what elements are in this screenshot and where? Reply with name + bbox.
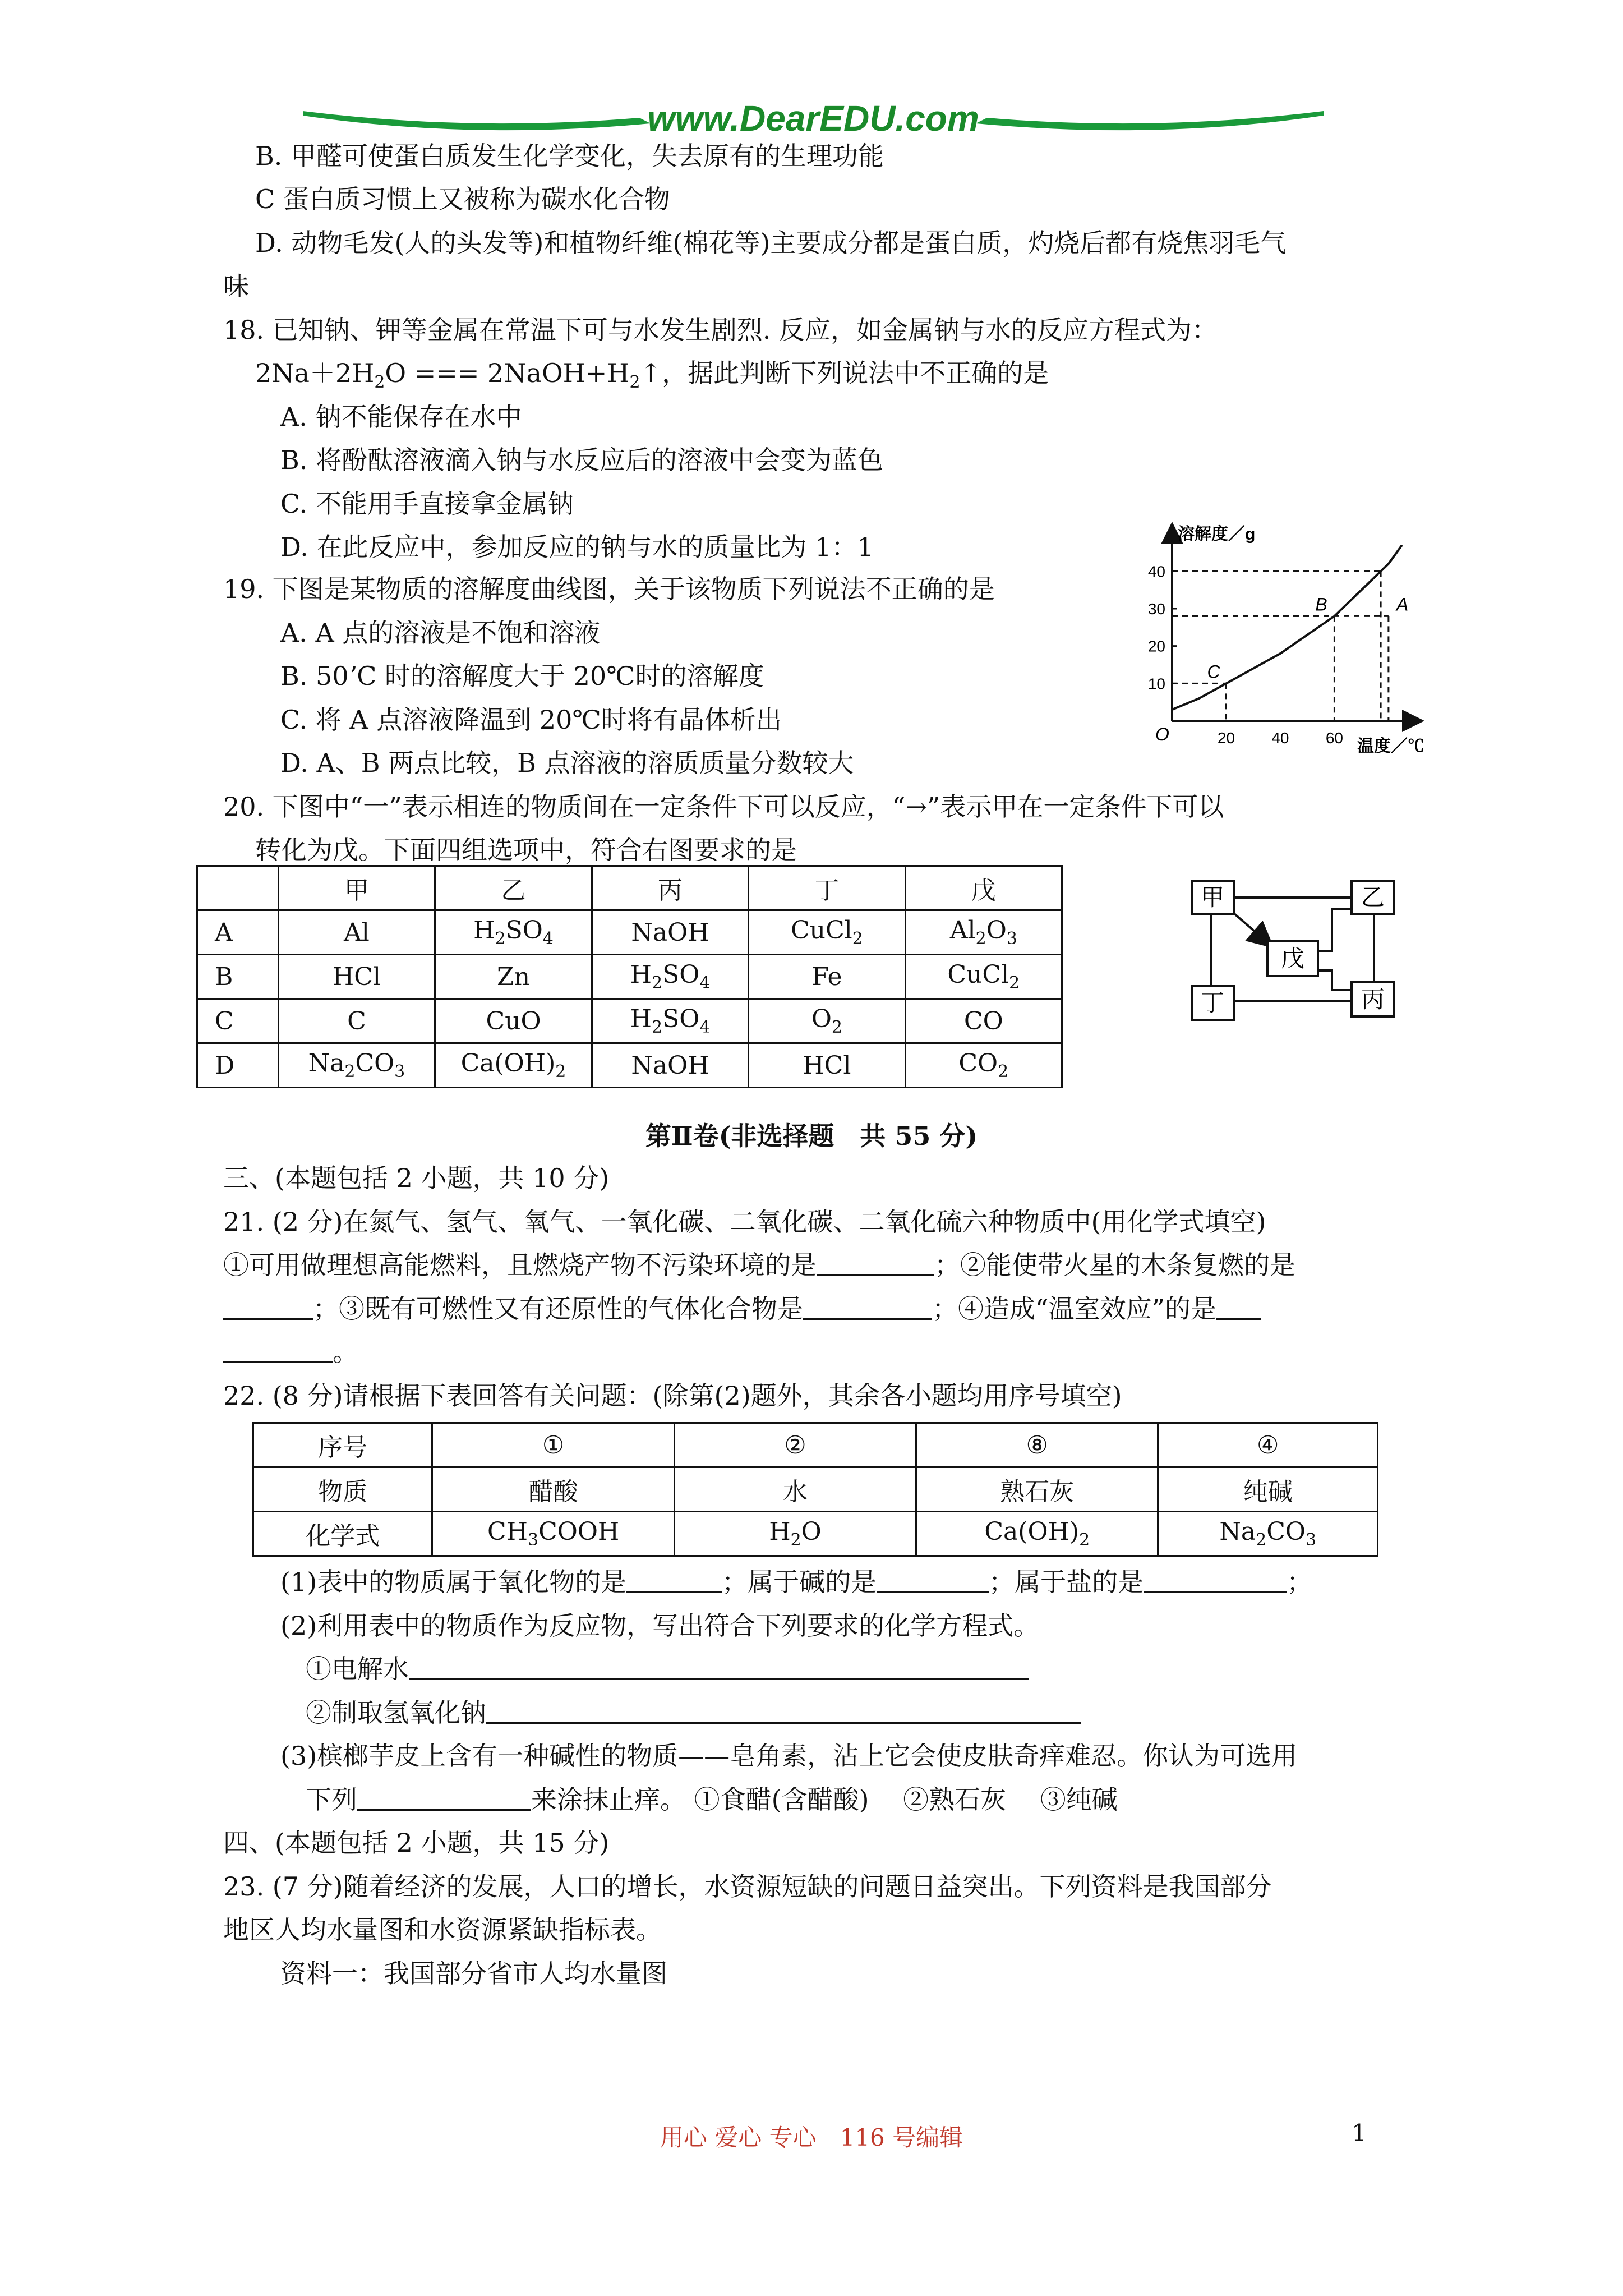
table-header-row — [197, 866, 1062, 910]
table-row — [253, 1467, 1378, 1512]
table-cell: $Al_2O_3$ — [905, 910, 1062, 955]
table-cell: HCl — [278, 955, 435, 999]
table-row — [253, 1512, 1378, 1556]
table-cell: 熟石灰 — [916, 1467, 1158, 1512]
answer-blank-4[interactable] — [1216, 1296, 1261, 1320]
table-cell: NaOH — [592, 1043, 748, 1088]
chart-x-label: 温度／℃ — [1357, 737, 1424, 756]
table-cell: 纯碱 — [1158, 1467, 1378, 1512]
q19-option-d: D. A、B 两点比较，B 点溶液的溶质质量分数较大 — [280, 748, 854, 778]
q20-options-table — [196, 865, 1063, 1088]
table-cell: ② — [674, 1423, 916, 1467]
q23-line1: 23. (7 分)随着经济的发展，人口的增长，水资源短缺的问题日益突出。下列资料是我国部分 — [223, 1871, 1272, 1902]
table-cell: ① — [432, 1423, 675, 1467]
q19-option-b: B. 50ʼC 时的溶解度大于 20℃时的溶解度 — [280, 661, 764, 691]
q17-option-b: B. 甲醛可使蛋白质发生化学变化，失去原有的生理功能 — [255, 141, 884, 171]
table-row — [197, 955, 1062, 999]
table-cell: Fe — [749, 955, 905, 999]
q18-option-a: A. 钠不能保存在水中 — [280, 402, 522, 432]
row-label: C — [197, 999, 279, 1043]
link-yi-wu — [1319, 909, 1352, 951]
table-cell: $H_2SO_4$ — [435, 910, 592, 955]
q23-line3: 资料一：我国部分省市人均水量图 — [280, 1958, 667, 1989]
q19-option-a: A. A 点的溶液是不饱和溶液 — [280, 618, 601, 648]
row-label: 序号 — [253, 1423, 432, 1467]
x-tick-label: 40 — [1271, 729, 1289, 747]
table-cell: CuO — [435, 999, 592, 1043]
row-label: 化学式 — [253, 1512, 432, 1556]
x-tick-label: 20 — [1217, 729, 1235, 747]
link-wu-bing — [1319, 970, 1352, 990]
q22-part2: (2)利用表中的物质作为反应物，写出符合下列要求的化学方程式。 — [280, 1611, 1040, 1641]
table-cell: $Na_2CO_3$ — [278, 1043, 435, 1088]
table-row — [197, 999, 1062, 1043]
q21-line2: ①可用做理想高能燃料，且燃烧产物不污染环境的是 ；②能使带火星的木条复燃的是 — [223, 1250, 1295, 1280]
table-header-cell: 丁 — [749, 866, 905, 910]
q17-option-c: C 蛋白质习惯上又被称为碳水化合物 — [255, 184, 670, 214]
table-cell: $H_2SO_4$ — [592, 999, 748, 1043]
table-cell: $Na_2CO_3$ — [1158, 1512, 1378, 1556]
table-cell: $CO_2$ — [905, 1043, 1062, 1088]
table-row — [253, 1423, 1378, 1467]
site-header-banner — [303, 98, 1324, 140]
table-header-cell: 戊 — [905, 866, 1062, 910]
q22-part1: (1)表中的物质属于氧化物的是 ；属于碱的是 ；属于盐的是 ； — [280, 1567, 1313, 1597]
row-label: B — [197, 955, 279, 999]
table-cell: $H_2O$ — [674, 1512, 916, 1556]
chart-ticks — [1148, 563, 1343, 747]
table-row — [197, 910, 1062, 955]
chart-origin-label: O — [1155, 724, 1169, 744]
answer-blank-4-cont[interactable] — [223, 1339, 333, 1363]
answer-blank-base[interactable] — [877, 1569, 989, 1593]
q21-line1: 21. (2 分)在氮气、氢气、氧气、一氧化碳、二氧化碳、二氧化硫六种物质中(用化学式填空) — [223, 1207, 1266, 1237]
q20-relation-diagram — [1189, 875, 1408, 1038]
q21-line3: ；③既有可燃性又有还原性的气体化合物是 ；④造成“温室效应”的是 — [223, 1292, 1261, 1326]
table-header-cell: 甲 — [278, 866, 435, 910]
row-label: 物质 — [253, 1467, 432, 1512]
table-cell: HCl — [749, 1043, 905, 1088]
q19-option-c: C. 将 A 点溶液降温到 20℃时将有晶体析出 — [280, 705, 782, 735]
label-yi: 乙 — [1361, 884, 1385, 910]
q18-equation: $2Na+2H_2O$ === $2NaOH+H_2↑$，据此判断下列说法中不正确的是 — [255, 358, 1049, 392]
table-cell: $O_2$ — [749, 999, 905, 1043]
q22-part3-line1: (3)槟榔芋皮上含有一种碱性的物质——皂角素，沾上它会使皮肤奇痒难忍。你认为可选用 — [280, 1741, 1298, 1771]
part-4-heading: 四、(本题包括 2 小题，共 15 分) — [223, 1828, 610, 1858]
point-label-a: A — [1396, 594, 1409, 615]
q18-option-b: B. 将酚酞溶液滴入钠与水反应后的溶液中会变为蓝色 — [280, 445, 884, 475]
q21-line4: 。 — [223, 1335, 358, 1369]
q18-stem: 18. 已知钠、钾等金属在常温下可与水发生剧烈. 反应，如金属钠与水的反应方程式为： — [223, 315, 1218, 345]
q20-stem-line2: 转化为戊。下面四组选项中，符合右图要求的是 — [255, 835, 797, 865]
chart-y-label: 溶解度／g — [1178, 525, 1256, 544]
page-number: 1 — [1352, 2119, 1367, 2147]
table-cell: ⑧ — [916, 1423, 1158, 1467]
answer-blank-2[interactable] — [223, 1296, 313, 1320]
answer-blank-oxide[interactable] — [626, 1569, 722, 1593]
x-tick-label: 60 — [1325, 729, 1343, 747]
q22-part3-line2: 下列 来涂抹止痒。 ①食醋(含醋酸) ②熟石灰 ③纯碱 — [306, 1784, 1118, 1815]
q23-line2: 地区人均水量图和水资源紧缺指标表。 — [223, 1915, 662, 1945]
point-label-b: B — [1315, 594, 1327, 615]
table-cell: 水 — [674, 1467, 916, 1512]
label-bing: 丙 — [1361, 986, 1385, 1013]
q20-stem-line1: 20. 下图中“一”表示相连的物质间在一定条件下可以反应，“→”表示甲在一定条件下可以 — [223, 792, 1224, 822]
label-ding: 丁 — [1200, 990, 1225, 1016]
header-site-url: www.DearEDU.com — [647, 98, 979, 139]
part-3-heading: 三、(本题包括 2 小题，共 10 分) — [223, 1163, 610, 1193]
table-cell: $H_2SO_4$ — [592, 955, 748, 999]
label-jia: 甲 — [1200, 884, 1225, 910]
row-label: D — [197, 1043, 279, 1088]
section-2-title: 第Ⅱ卷(非选择题 共 55 分) — [645, 1121, 978, 1151]
q22-part2-item2: ②制取氢氧化钠 — [306, 1696, 1081, 1729]
table-cell: Zn — [435, 955, 592, 999]
answer-line-naoh[interactable] — [486, 1700, 1081, 1724]
row-label: A — [197, 910, 279, 955]
chart-points — [1207, 594, 1408, 682]
y-tick-label: 20 — [1147, 637, 1165, 655]
footer-editor-note: 用心 爱心 专心 116 号编辑 — [660, 2124, 963, 2151]
table-cell: CO — [905, 999, 1062, 1043]
table-cell: CuCl$_2$ — [905, 955, 1062, 999]
solubility-curve-chart — [1122, 516, 1436, 763]
q22-stem: 22. (8 分)请根据下表回答有关问题：(除第(2)题外，其余各小题均用序号填空) — [223, 1381, 1122, 1411]
table-cell: $CH_3COOH$ — [432, 1512, 675, 1556]
q17-option-d-line1: D. 动物毛发(人的头发等)和植物纤维(棉花等)主要成分都是蛋白质，灼烧后都有烧焦羽毛气 — [255, 228, 1287, 258]
table-header-cell — [197, 866, 279, 910]
y-tick-label: 40 — [1147, 563, 1165, 581]
q22-substance-table — [252, 1422, 1378, 1557]
answer-blank-1[interactable] — [817, 1252, 934, 1276]
table-cell: CuCl$_2$ — [749, 910, 905, 955]
y-tick-label: 10 — [1147, 675, 1165, 693]
answer-blank-salt[interactable] — [1144, 1569, 1287, 1593]
table-header-cell: 乙 — [435, 866, 592, 910]
table-cell: 醋酸 — [432, 1467, 675, 1512]
table-cell: ④ — [1158, 1423, 1378, 1467]
table-cell: Al — [278, 910, 435, 955]
answer-line-electrolysis[interactable] — [409, 1656, 1029, 1680]
table-cell: C — [278, 999, 435, 1043]
q18-option-c: C. 不能用手直接拿金属钠 — [280, 489, 574, 519]
table-row — [197, 1043, 1062, 1088]
y-tick-label: 30 — [1147, 600, 1165, 618]
q17-option-d-line2: 味 — [223, 271, 249, 301]
table-cell: $Ca(OH)_2$ — [916, 1512, 1158, 1556]
q18-option-d: D. 在此反应中，参加反应的钠与水的质量比为 1：1 — [280, 532, 874, 562]
q22-part2-item1: ①电解水 — [306, 1652, 1029, 1686]
q19-stem: 19. 下图是某物质的溶解度曲线图，关于该物质下列说法不正确的是 — [223, 574, 995, 604]
solubility-curve-line — [1172, 545, 1402, 710]
table-header-cell: 丙 — [592, 866, 748, 910]
arrow-jia-wu — [1234, 913, 1267, 942]
table-cell: NaOH — [592, 910, 748, 955]
point-label-c: C — [1207, 661, 1220, 682]
label-wu: 戊 — [1280, 945, 1305, 972]
table-cell: $Ca(OH)_2$ — [435, 1043, 592, 1088]
answer-blank-remedy[interactable] — [357, 1787, 531, 1811]
answer-blank-3[interactable] — [803, 1296, 932, 1320]
